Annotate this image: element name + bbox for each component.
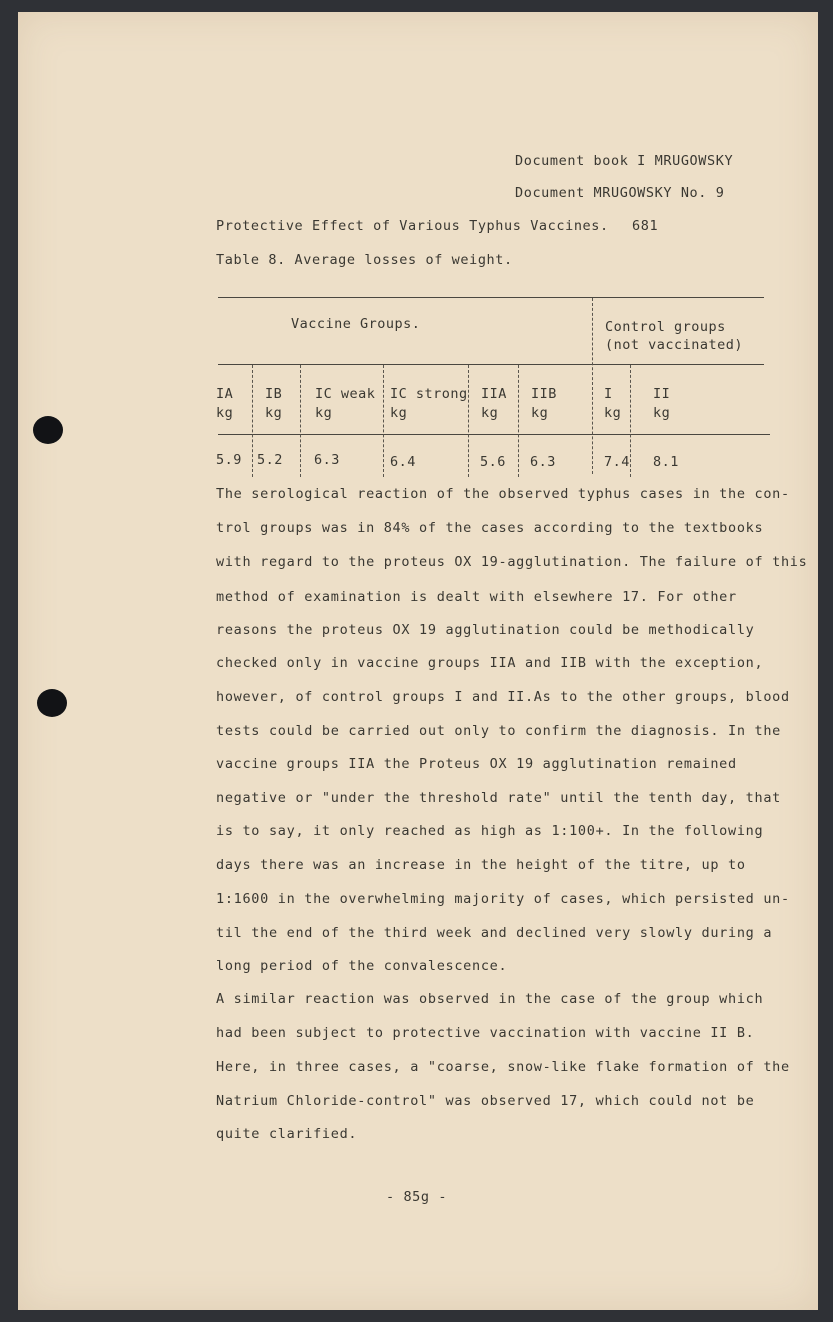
body-line: had been subject to protective vaccination with vaccine II B. bbox=[216, 1025, 755, 1041]
table-value: 6.4 bbox=[390, 454, 416, 470]
table-value: 5.9 bbox=[216, 452, 242, 468]
column-header-iib: IIB kg bbox=[531, 386, 557, 421]
table-top-rule bbox=[218, 297, 764, 298]
body-line: quite clarified. bbox=[216, 1126, 358, 1142]
body-line: Here, in three cases, a "coarse, snow-like flake formation of the bbox=[216, 1059, 790, 1075]
table-value: 5.6 bbox=[480, 454, 506, 470]
body-line: reasons the proteus OX 19 agglutination could be methodically bbox=[216, 622, 755, 638]
column-header-control-ii: II kg bbox=[653, 386, 671, 421]
body-line: A similar reaction was observed in the case of the group which bbox=[216, 991, 764, 1007]
body-line: checked only in vaccine groups IIA and IIB with the exception, bbox=[216, 655, 764, 671]
page-reference: 681 bbox=[632, 218, 659, 234]
body-line: The serological reaction of the observed typhus cases in the con- bbox=[216, 486, 790, 502]
column-header-ic-weak: IC weak kg bbox=[315, 386, 376, 421]
column-header-iia: IIA kg bbox=[481, 386, 507, 421]
body-line: with regard to the proteus OX 19-agglutination. The failure of this bbox=[216, 554, 808, 570]
body-line: trol groups was in 84% of the cases according to the textbooks bbox=[216, 520, 764, 536]
body-line: Natrium Chloride-control" was observed 17, which could not be bbox=[216, 1093, 755, 1109]
body-line: negative or "under the threshold rate" until the tenth day, that bbox=[216, 790, 781, 806]
column-divider bbox=[383, 365, 384, 477]
body-line: til the end of the third week and declined very slowly during a bbox=[216, 925, 773, 941]
table-caption: Table 8. Average losses of weight. bbox=[216, 252, 513, 268]
body-line: long period of the convalescence. bbox=[216, 958, 508, 974]
control-groups-header: Control groups bbox=[605, 319, 726, 335]
control-groups-subheader: (not vaccinated) bbox=[605, 337, 744, 353]
body-line: method of examination is dealt with elsewhere 17. For other bbox=[216, 589, 737, 605]
table-value: 8.1 bbox=[653, 454, 679, 470]
column-divider bbox=[300, 365, 301, 477]
column-divider bbox=[630, 365, 631, 477]
table-value: 6.3 bbox=[530, 454, 556, 470]
body-line: however, of control groups I and II.As to the other groups, blood bbox=[216, 689, 790, 705]
body-line: vaccine groups IIA the Proteus OX 19 agglutination remained bbox=[216, 756, 737, 772]
group-divider bbox=[592, 298, 593, 474]
punch-hole bbox=[37, 689, 67, 717]
column-header-control-i: I kg bbox=[604, 386, 622, 421]
column-header-ic-strong: IC strong kg bbox=[390, 386, 468, 421]
body-line: 1:1600 in the overwhelming majority of cases, which persisted un- bbox=[216, 891, 790, 907]
body-line: days there was an increase in the height of the titre, up to bbox=[216, 857, 746, 873]
table-value: 6.3 bbox=[314, 452, 340, 468]
document-title: Protective Effect of Various Typhus Vaccines. bbox=[216, 218, 609, 234]
column-header-ib: IB kg bbox=[265, 386, 283, 421]
doc-number-label: Document MRUGOWSKY No. 9 bbox=[515, 185, 725, 201]
table-value: 5.2 bbox=[257, 452, 283, 468]
page-number: - 85g - bbox=[386, 1189, 448, 1205]
column-divider bbox=[468, 365, 469, 477]
table-value: 7.4 bbox=[604, 454, 630, 470]
body-line: is to say, it only reached as high as 1:100+. In the following bbox=[216, 823, 764, 839]
column-divider bbox=[252, 365, 253, 477]
body-line: tests could be carried out only to confirm the diagnosis. In the bbox=[216, 723, 781, 739]
punch-hole bbox=[33, 416, 63, 444]
vaccine-groups-header: Vaccine Groups. bbox=[291, 316, 421, 332]
column-divider bbox=[518, 365, 519, 477]
column-header-ia: IA kg bbox=[216, 386, 234, 421]
doc-book-label: Document book I MRUGOWSKY bbox=[515, 153, 734, 169]
